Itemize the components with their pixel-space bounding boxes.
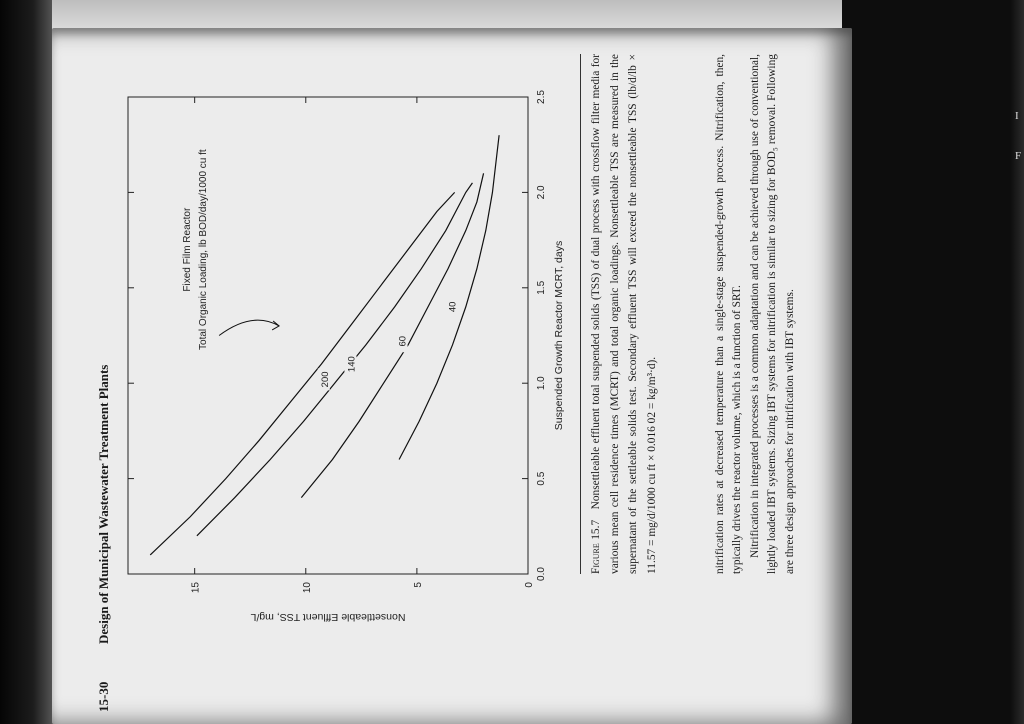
figure-caption [580,54,661,574]
running-head: Design of Municipal Wastewater Treatment Plants [96,364,111,644]
rotated-page-content [60,22,820,712]
body-text [712,54,799,574]
annotation-line1: Fixed Film Reactor [182,207,194,292]
annotation-line2: Total Organic Loading, lb BOD/day/1000 cu ft [197,149,209,350]
y-tick-label: 0 [524,582,535,588]
body-paragraph: Nitrification in integrated processes is a common adaptation and can be achieved through use of conventional, lightly loaded IBT systems. Sizing IBT systems for nitrification is similar to sizing for BOD₅ removal. Following are three design approaches for nitrification with IBT systems. [748,54,796,574]
figure-chart [100,22,570,712]
edge-letter: I [1015,110,1019,122]
right-page-edge [1010,0,1024,724]
series-label-60: 60 [397,335,409,347]
y-tick-label: 15 [190,582,202,594]
series-line-200 [150,192,454,555]
plot-frame [128,97,528,574]
figure-caption-text: Nonsettleable effluent total suspended solids (TSS) of dual process with crossflow filter media for various mean cell residence times (MCRT) and total organic loadings. Nonsettleable TSS are measured in the supernatant of the settleable solids test. Secondary effluent TSS will exceed the nonsettleable TSS (lb/d/lb × 11.57 = mg/d/1000 cu ft × 0.016 02 = kg/m³·d). [590,53,658,574]
body-paragraph: nitrification rates at decreased temperature than a single-stage suspended-growth process. Nitrification, then, typically drives the reactor volume, which is a function of SRT. [714,54,744,574]
edge-letter: F [1015,150,1022,162]
annotation-arrow [219,320,279,335]
x-tick-label: 1.5 [536,280,547,295]
chart-plot [128,90,565,623]
book-gutter-shadow [0,0,60,724]
x-tick-label: 2.5 [536,90,547,104]
series-label-140: 140 [346,356,358,373]
x-tick-label: 0.0 [536,567,547,581]
series-line-140 [197,183,473,536]
series-label-40: 40 [447,301,459,313]
figure-label: Figure 15.7 [590,519,602,574]
x-axis-label: Suspended Growth Reactor MCRT, days [553,240,565,431]
x-tick-label: 0.5 [536,471,547,486]
y-axis-label: Nonsettleable Effluent TSS, mg/L [250,611,406,623]
y-tick-label: 10 [301,582,313,594]
x-tick-label: 1.0 [536,376,547,391]
x-tick-label: 2.0 [536,185,547,200]
series-label-200: 200 [319,371,331,388]
page-number: 15-30 [96,681,111,712]
annotation-arrowhead [272,321,279,330]
y-tick-label: 5 [412,582,424,588]
